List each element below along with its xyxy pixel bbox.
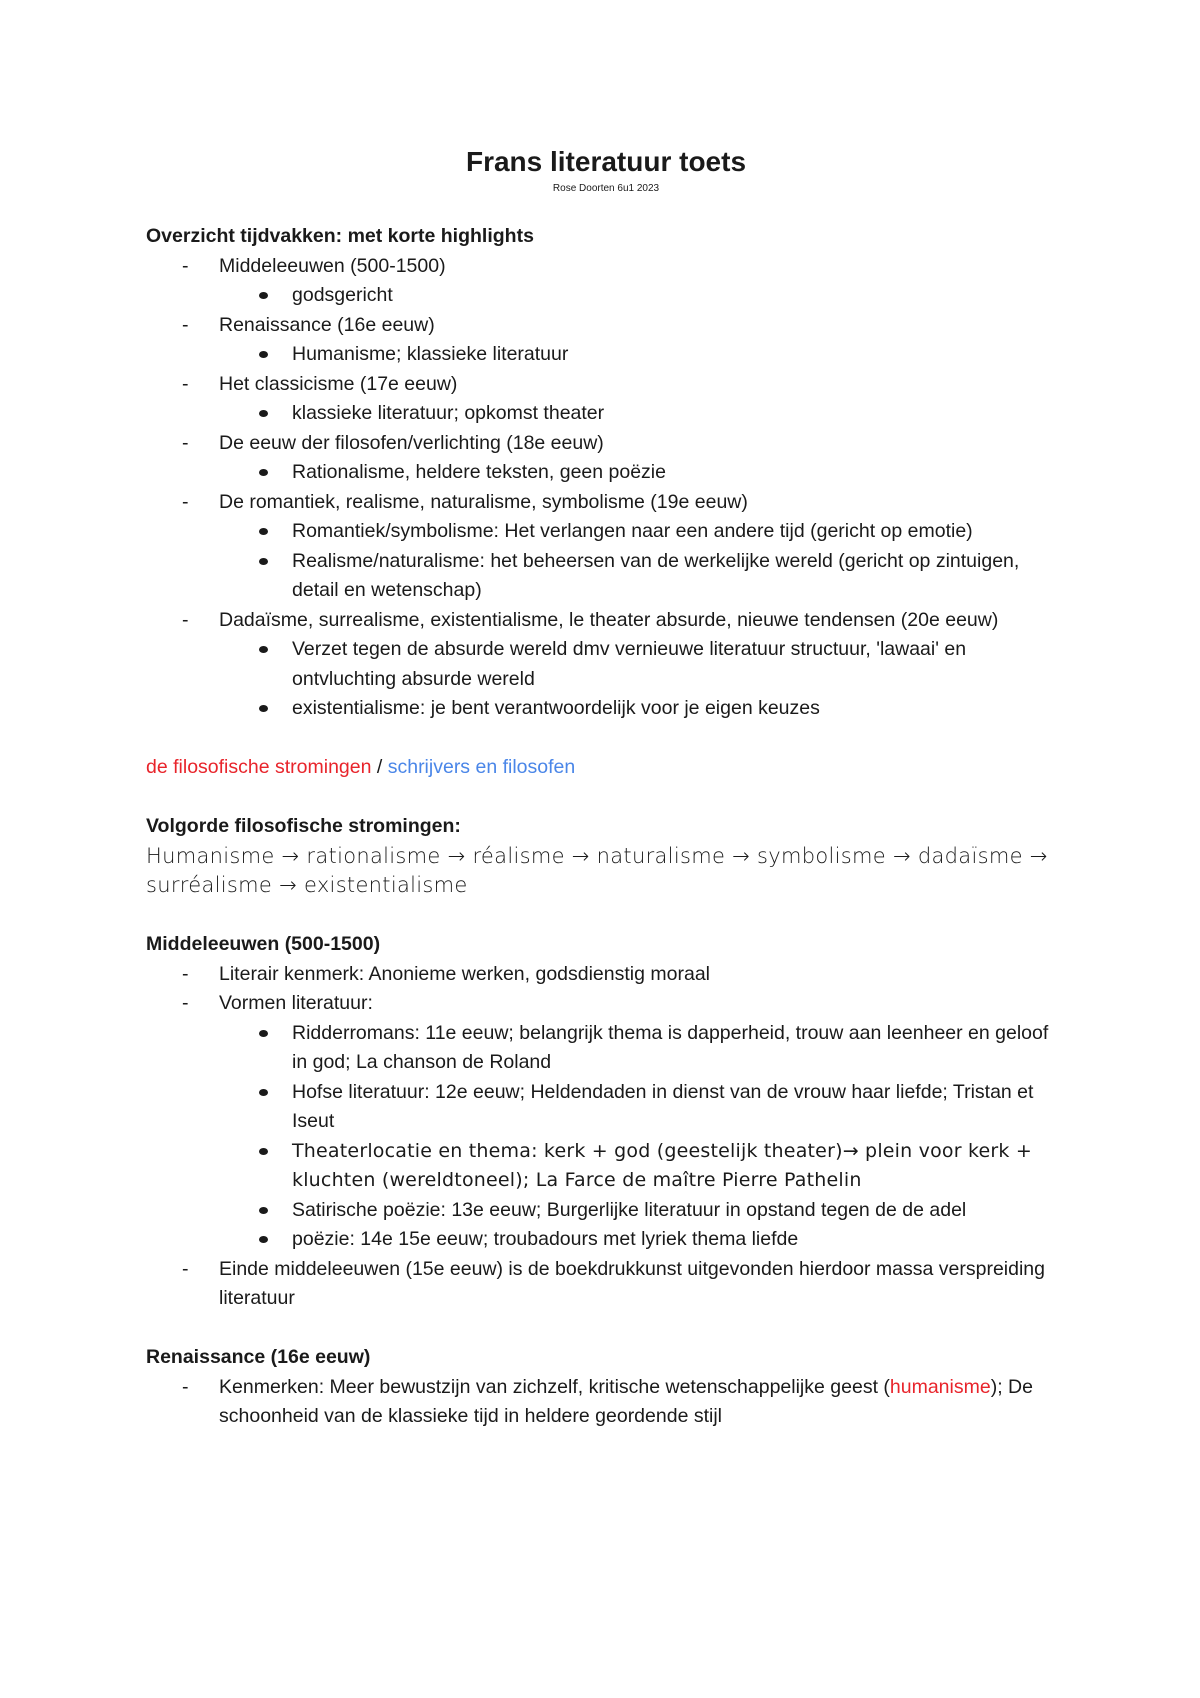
dash-marker: - [182,1257,189,1280]
sub-item: Hofse literatuur: 12e eeuw; Heldendaden in dienst van de vrouw haar liefde; Tristan et Iseut [219,1078,1066,1137]
renaissance-list [146,1373,1066,1432]
dash-marker: - [182,962,189,985]
dash-marker: - [182,313,189,336]
sub-list [219,517,1066,606]
sub-list [219,635,1066,724]
overview-item: - Het classicisme (17e eeuw) klassieke literatuur; opkomst theater [146,370,1066,429]
overview-item: - Renaissance (16e eeuw) Humanisme; klassieke literatuur [146,311,1066,370]
bullet-icon [259,1236,268,1243]
dash-marker: - [182,608,189,631]
sub-item: poëzie: 14e 15e eeuw; troubadours met lyriek thema liefde [219,1225,1066,1255]
sub-list [219,340,1066,370]
bullet-icon [259,351,268,358]
middeleeuwen-item: - Vormen literatuur: Ridderromans: 11e eeuw; belangrijk thema is dapperheid, trouw aan leenheer en geloof in god; La chanson de Roland Hofse literatuur: 12e eeuw; Heldendaden in dienst van de vrouw haar liefde; Tristan et Iseut Theaterlocatie en thema: kerk + god (geestelijk theater)→ plein voor kerk + kluchten (wereldtoneel); La Farce de maître Pierre Pathelin Satirische poëzie: 13e eeuw; Burgerlijke literatuur in opstand tegen de de adel poëzie: 14e 15e eeuw; troubadours met lyriek thema liefde [146,989,1066,1255]
bullet-icon [259,292,268,299]
order-text: Humanisme → rationalisme → réalisme → naturalisme → symbolisme → dadaïsme → surréalisme → existentialisme [146,843,1048,897]
spacer [146,783,1066,813]
dash-marker: - [182,431,189,454]
spacer [146,724,1066,754]
sub-item: Romantiek/symbolisme: Het verlangen naar een andere tijd (gericht op emotie) [219,517,1066,547]
dash-marker: - [182,1375,189,1398]
document-title: Frans literatuur toets [465,146,747,177]
sub-list [219,399,1066,429]
overview-item: - De eeuw der filosofen/verlichting (18e eeuw) Rationalisme, heldere teksten, geen poëzie [146,429,1066,488]
middeleeuwen-item: - Einde middeleeuwen (15e eeuw) is de boekdrukkunst uitgevonden hierdoor massa verspreiding literatuur [146,1255,1066,1314]
dash-marker: - [182,372,189,395]
bullet-icon [259,646,268,653]
bullet-icon [259,410,268,417]
overview-heading: Overzicht tijdvakken: met korte highlights [146,225,534,247]
legend-blue: schrijvers en filosofen [387,756,576,778]
overview-list [146,252,1066,724]
sub-item: Rationalisme, heldere teksten, geen poëzie [219,458,1066,488]
sub-item: Theaterlocatie en thema: kerk + god (geestelijk theater)→ plein voor kerk + kluchten (wereldtoneel); La Farce de maître Pierre Pathelin [219,1137,1066,1196]
bullet-icon [259,1148,268,1155]
overview-item: - Middeleeuwen (500-1500) godsgericht [146,252,1066,311]
bullet-icon [259,558,268,565]
bullet-icon [259,1030,268,1037]
sub-item: Satirische poëzie: 13e eeuw; Burgerlijke literatuur in opstand tegen de de adel [219,1196,1066,1226]
dash-marker: - [182,254,189,277]
overview-item: - Dadaïsme, surrealisme, existentialisme, le theater absurde, nieuwe tendensen (20e eeuw) Verzet tegen de absurde wereld dmv vernieuwe literatuur structuur, 'lawaai' en ontvluchting absurde wereld existentialisme: je bent verantwoordelijk voor je eigen keuzes [146,606,1066,724]
sub-item: godsgericht [219,281,1066,311]
bullet-icon [259,1089,268,1096]
middeleeuwen-list [146,960,1066,1314]
sub-list [219,1019,1066,1255]
legend-line [146,753,1066,783]
bullet-icon [259,469,268,476]
sub-item: Ridderromans: 11e eeuw; belangrijk thema is dapperheid, trouw aan leenheer en geloof in god; La chanson de Roland [219,1019,1066,1078]
bullet-icon [259,705,268,712]
sub-item: klassieke literatuur; opkomst theater [219,399,1066,429]
sub-list [219,458,1066,488]
renaissance-item: - Kenmerken: Meer bewustzijn van zichzelf, kritische wetenschappelijke geest (humanisme); De schoonheid van de klassieke tijd in heldere geordende stijl [146,1373,1066,1432]
legend-red: de filosofische stromingen [146,756,372,778]
legend-separator: / [371,756,388,778]
sub-item: Realisme/naturalisme: het beheersen van de werkelijke wereld (gericht op zintuigen, detail en wetenschap) [219,547,1066,606]
middeleeuwen-heading: Middeleeuwen (500-1500) [146,933,381,955]
spacer [146,1314,1066,1344]
dash-marker: - [182,992,189,1014]
document-subtitle: Rose Doorten 6u1 2023 [552,183,660,194]
renaissance-heading: Renaissance (16e eeuw) [146,1346,371,1368]
overview-item: - De romantiek, realisme, naturalisme, symbolisme (19e eeuw) Romantiek/symbolisme: Het verlangen naar een andere tijd (gericht op emotie) Realisme/naturalisme: het beheersen van de werkelijke wereld (gericht op zintuigen, detail en wetenschap) [146,488,1066,606]
sub-list [219,281,1066,311]
bullet-icon [259,528,268,535]
sub-item: Humanisme; klassieke literatuur [219,340,1066,370]
bullet-icon [259,1207,268,1214]
document-content [146,142,1066,1432]
middeleeuwen-item: - Literair kenmerk: Anonieme werken, godsdienstig moraal [146,960,1066,990]
order-heading: Volgorde filosofische stromingen: [146,815,461,837]
dash-marker: - [182,490,189,513]
sub-item: Verzet tegen de absurde wereld dmv vernieuwe literatuur structuur, 'lawaai' en ontvluchting absurde wereld [219,635,1066,694]
sub-item: existentialisme: je bent verantwoordelijk voor je eigen keuzes [219,694,1066,724]
spacer [146,901,1066,931]
